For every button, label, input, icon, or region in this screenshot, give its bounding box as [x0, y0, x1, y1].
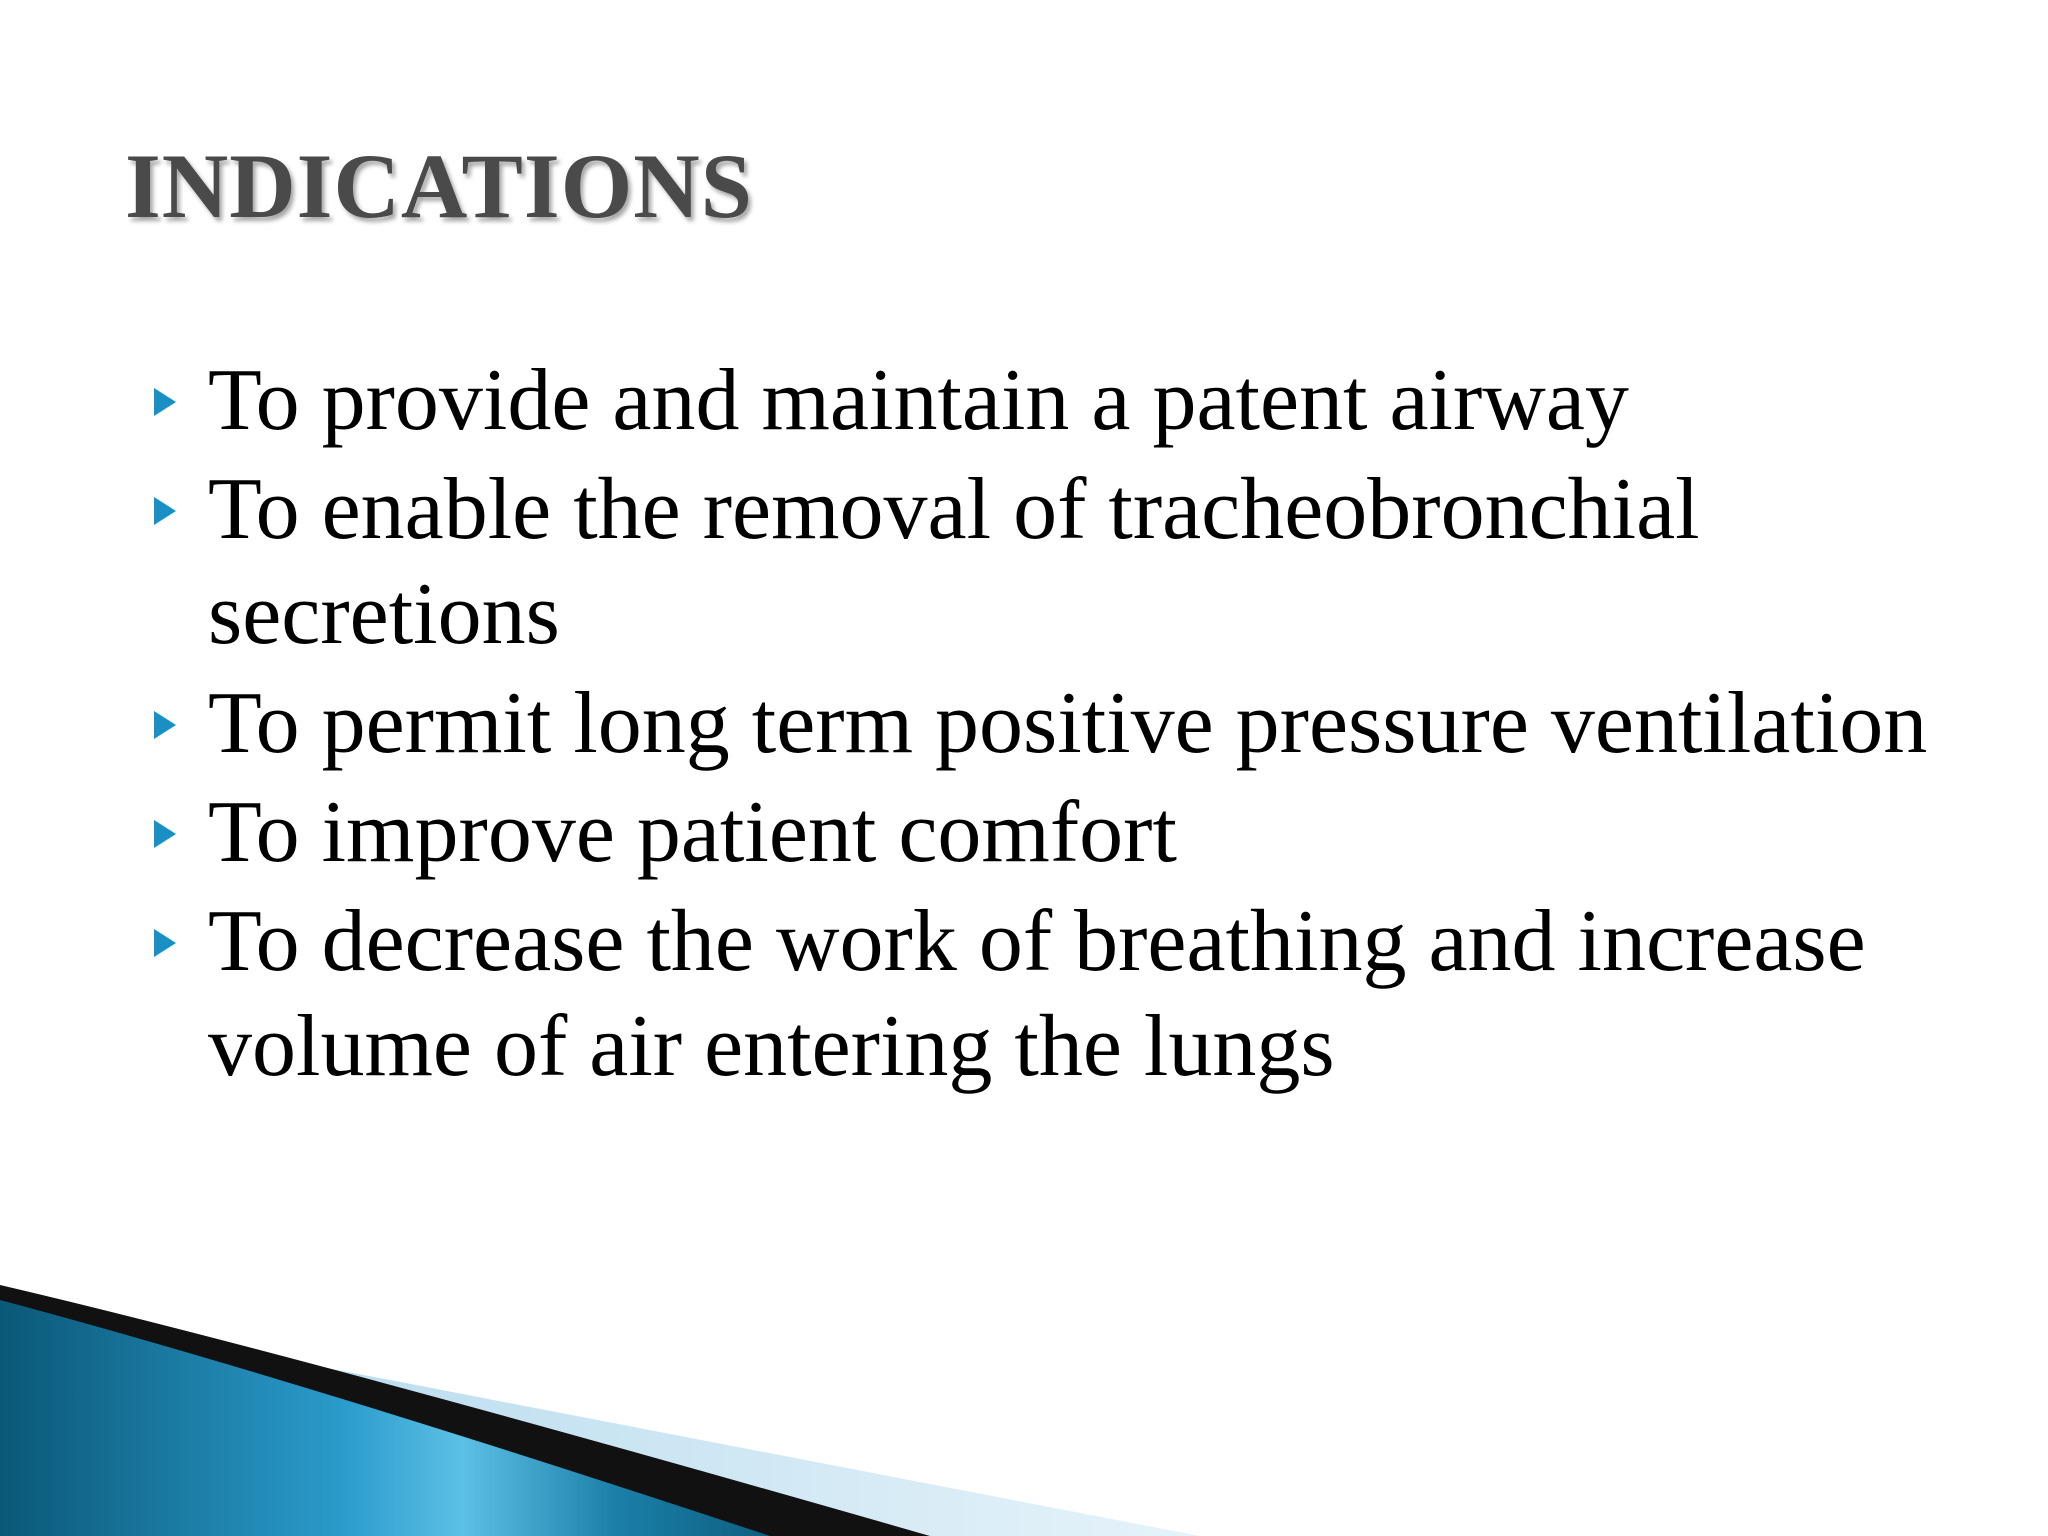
bullet-item — [150, 780, 2000, 885]
bullet-text: To enable the removal of tracheobronchial secretions — [208, 461, 1700, 663]
bullet-arrow-icon — [154, 388, 176, 416]
dark-swoosh-shape — [0, 1285, 930, 1536]
bullet-list — [150, 348, 2000, 1103]
bullet-item — [150, 671, 2000, 776]
bullet-arrow-icon — [154, 820, 176, 848]
bullet-text: To improve patient comfort — [208, 784, 1177, 881]
bullet-text: To decrease the work of breathing and increase volume of air entering the lungs — [208, 893, 1866, 1095]
bullet-item — [150, 348, 2000, 453]
bullet-arrow-icon — [154, 711, 176, 739]
bullet-arrow-icon — [154, 497, 176, 525]
blue-wedge-shape — [0, 1300, 770, 1536]
bullet-item — [150, 457, 2000, 667]
bullet-text: To provide and maintain a patent airway — [208, 352, 1629, 449]
slide-title: INDICATIONS — [125, 135, 753, 237]
bullet-item — [150, 889, 2000, 1099]
bullet-text: To permit long term positive pressure ventilation — [208, 675, 1928, 772]
pale-wedge-shape — [260, 1355, 1200, 1536]
bullet-arrow-icon — [154, 929, 176, 957]
